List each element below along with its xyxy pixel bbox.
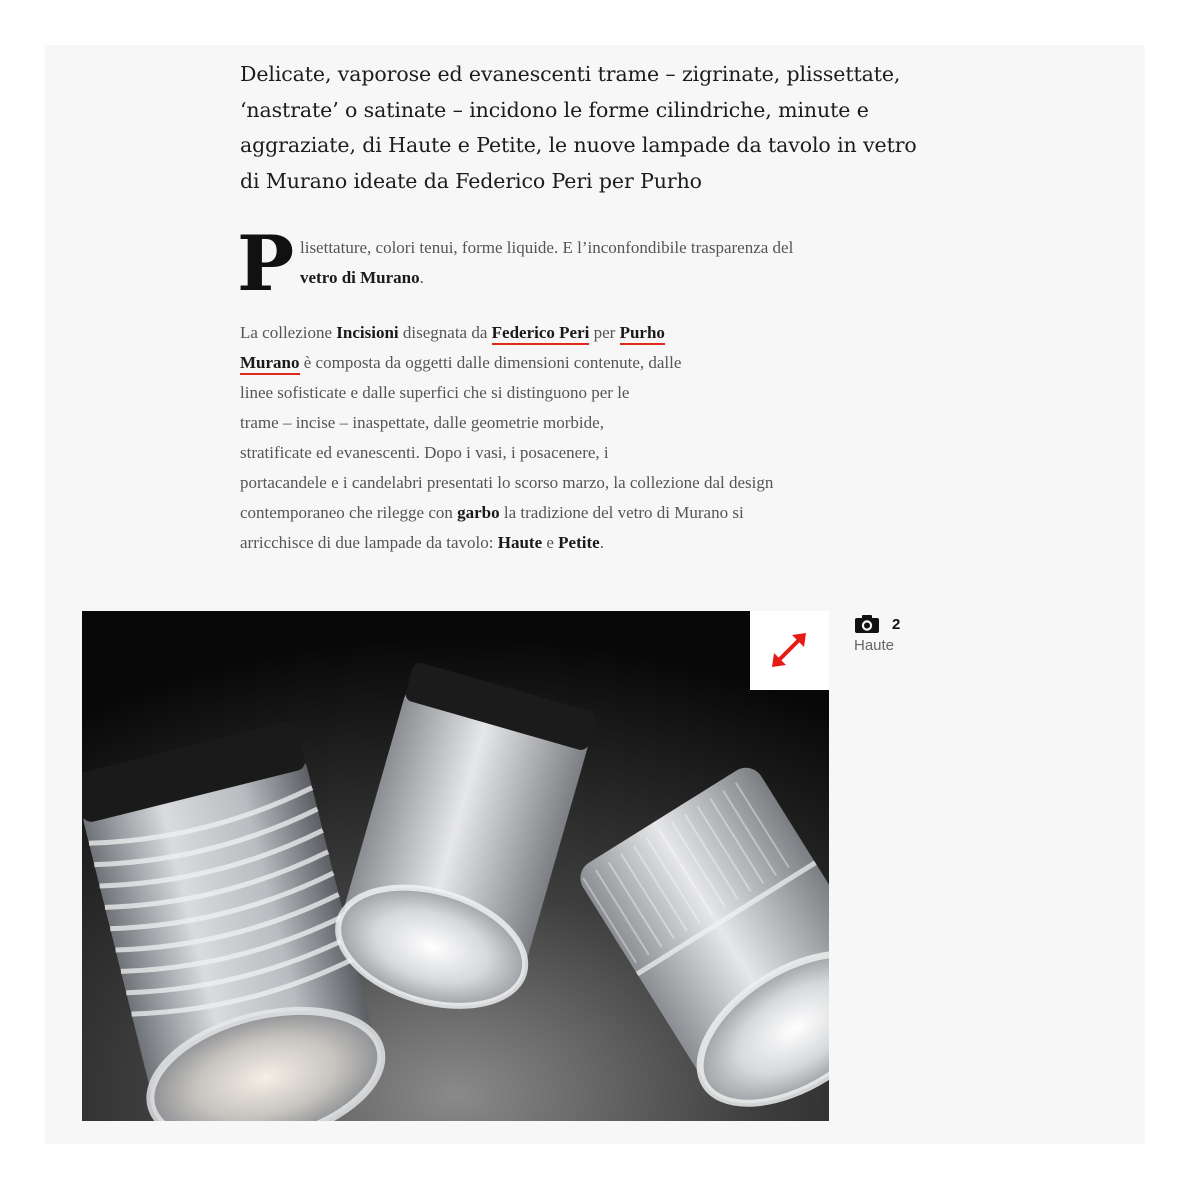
photo-caption: Haute	[854, 637, 895, 654]
link-purho-murano-cont[interactable]: Murano	[240, 353, 300, 375]
body-text-fragment: contemporaneo che rilegge con	[240, 503, 458, 522]
gallery-count[interactable]	[854, 613, 964, 635]
body-text-fragment: .	[599, 533, 604, 552]
body-text-fragment: La collezione	[240, 323, 337, 342]
body-line-8	[240, 528, 890, 558]
photo-count: 2	[892, 615, 901, 633]
body-text-fragment: arricchisce di due lampade da tavolo:	[240, 533, 498, 552]
body-line-2	[240, 348, 890, 378]
body-line-3: linee sofisticate e dalle superfici che si distinguono per le	[240, 383, 630, 402]
body-line-5: stratificate ed evanescenti. Dopo i vasi, i posacenere, i	[240, 443, 609, 462]
article-lead: Delicate, vaporose ed evanescenti trame – zigrinate, plissettate, ‘nastrate’ o satinate – incidono le forme cilindriche, minute e aggraziate, di Haute e Petite, le nuove lampade da tavolo in vetro di Murano ideate da Federico Peri per Purho	[240, 62, 917, 193]
gallery-photo[interactable]	[82, 611, 829, 1121]
intro-text-start: lisettature, colori tenui, forme liquide. E l’inconfondibile trasparenza del	[300, 238, 794, 257]
intro-bold-term: vetro di Murano	[300, 268, 420, 287]
camera-icon	[854, 614, 880, 634]
body-text-fragment: la tradizione del vetro di Murano si	[499, 503, 744, 522]
body-text-fragment: è composta da oggetti dalle dimensioni contenute, dalle	[299, 353, 682, 372]
article-intro	[237, 219, 800, 308]
gallery-info	[854, 613, 964, 654]
body-text-fragment: disegnata da	[398, 323, 492, 342]
article-page	[45, 45, 1145, 1144]
body-line-1	[240, 318, 890, 348]
intro-paragraph	[300, 233, 800, 293]
intro-text-end: .	[419, 268, 424, 287]
bold-garbo: garbo	[457, 503, 500, 522]
link-purho-murano[interactable]: Purho	[620, 323, 665, 345]
expand-arrows-icon	[768, 629, 810, 671]
expand-gallery-button[interactable]	[750, 611, 829, 690]
body-line-6: portacandele e i candelabri presentati lo scorso marzo, la collezione dal design	[240, 473, 774, 492]
lamp-name-haute: Haute	[497, 533, 543, 552]
drop-cap: P	[237, 219, 295, 308]
link-federico-peri[interactable]: Federico Peri	[492, 323, 590, 345]
lamp-name-petite: Petite	[558, 533, 600, 552]
body-line-7	[240, 498, 890, 528]
body-paragraph	[240, 318, 890, 558]
body-line-4: trame – incise – inaspettate, dalle geometrie morbide,	[240, 413, 604, 432]
body-text-fragment: e	[542, 533, 559, 552]
glass-lamps-image	[82, 611, 829, 1121]
collection-name: Incisioni	[336, 323, 399, 342]
body-text-fragment: per	[589, 323, 620, 342]
